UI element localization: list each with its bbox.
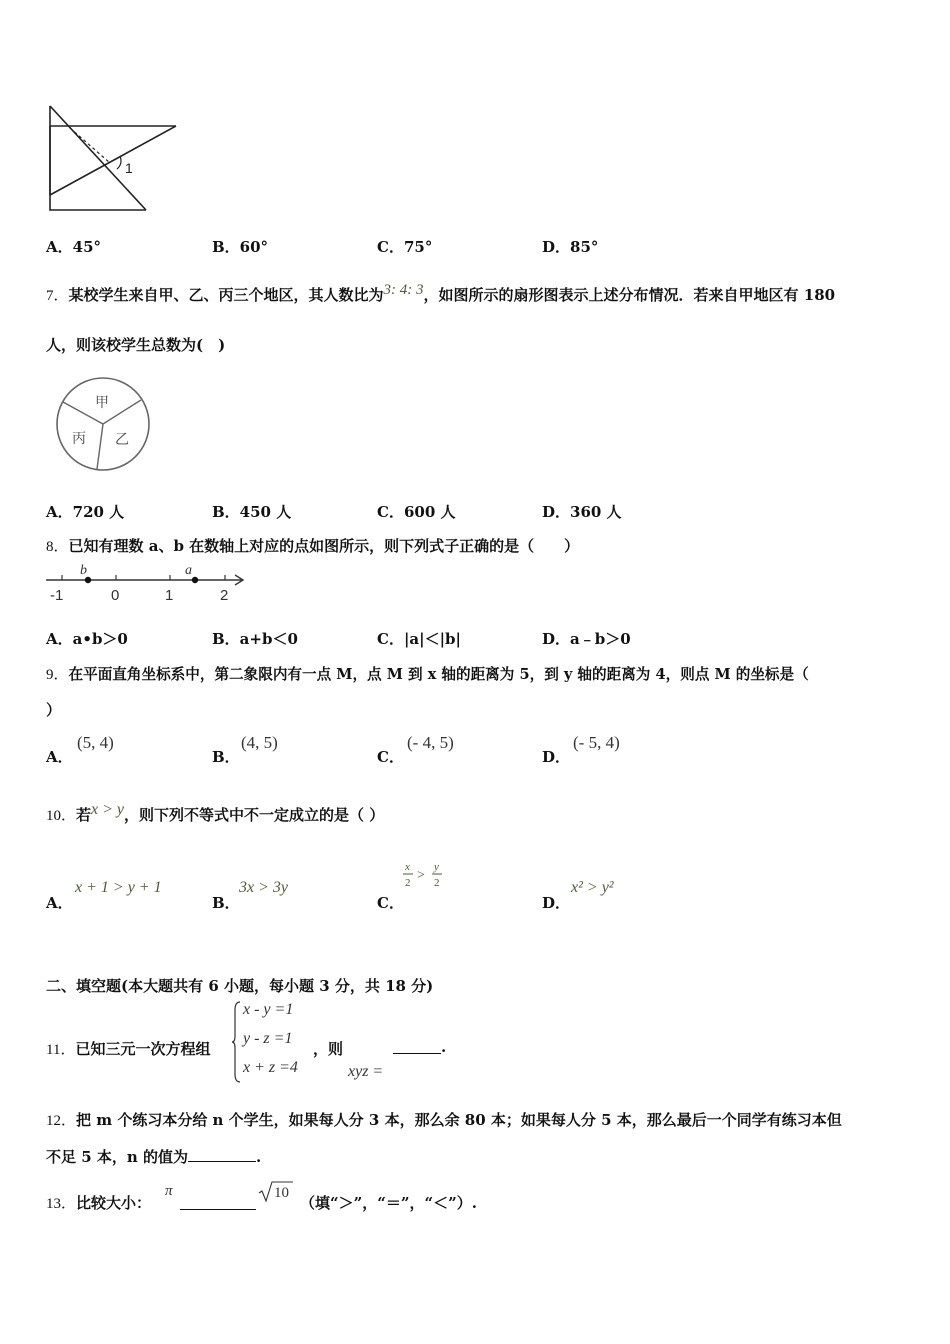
q8-option-a: A．a•b＞0 <box>46 630 128 648</box>
q13-radicand: 10 <box>274 1185 289 1201</box>
tick-label-0: 0 <box>111 587 120 604</box>
svg-text:2: 2 <box>405 877 411 889</box>
q9-option-d-letter: D． <box>542 748 571 766</box>
q7-text-before: 某校学生来自甲、乙、丙三个地区，其人数比为 <box>68 286 384 304</box>
q11-text <box>46 1038 210 1059</box>
q9-option-c-value: (- 4, 5) <box>407 733 454 752</box>
q10-option-a-letter: A． <box>46 894 73 912</box>
pie-chart <box>52 374 156 478</box>
q11-equation-1: x - y =1 <box>243 1001 294 1018</box>
tick-label-2: 2 <box>220 587 229 604</box>
q10-option-c-fraction <box>402 858 448 892</box>
q8-line <box>46 535 579 556</box>
q11-equation-3: x + z =4 <box>243 1059 298 1076</box>
q8-text: 已知有理数 a、b 在数轴上对应的点如图所示，则下列式子正确的是（ ） <box>68 537 580 555</box>
section2-title: 二、填空题(本大题共有 6 小题，每小题 3 分，共 18 分) <box>46 977 434 995</box>
tick-label-neg1: -1 <box>50 587 64 604</box>
q10-option-d-letter: D． <box>542 894 571 912</box>
pie-label-jia: 甲 <box>95 394 109 410</box>
angle-label: 1 <box>125 160 133 176</box>
q9-line2: ） <box>46 701 62 719</box>
q8-option-c: C．|a|＜|b| <box>377 630 461 648</box>
q12-line1 <box>46 1109 842 1130</box>
q9-option-b-letter: B． <box>212 748 240 766</box>
q9-line1 <box>46 663 809 684</box>
dashed-line <box>70 128 110 163</box>
q10-option-a-value: x + 1 > y + 1 <box>75 879 162 896</box>
q11-brace <box>232 1000 242 1084</box>
point-a <box>192 577 198 583</box>
q9-option-d-value: (- 5, 4) <box>573 733 620 752</box>
q6-option-a: A．45° <box>46 238 102 256</box>
q7-text-after: ，如图所示的扇形图表示上述分布情况．若来自甲地区有 180 <box>423 286 836 304</box>
svg-text:>: > <box>417 868 425 883</box>
q11-answer-blank[interactable] <box>393 1040 441 1054</box>
q11-number: 11． <box>46 1042 76 1058</box>
q12-answer-blank[interactable] <box>188 1149 256 1162</box>
q9-option-b-value: (4, 5) <box>241 733 278 752</box>
q13-pi: π <box>165 1183 173 1199</box>
q6-option-d: D．85° <box>542 238 599 256</box>
q10-condition: x > y <box>91 801 125 818</box>
q9-option-c-letter: C． <box>377 748 404 766</box>
q11-end: . <box>441 1038 447 1056</box>
q6-option-c: C．75° <box>377 238 433 256</box>
q7-option-b: B．450 人 <box>212 503 292 521</box>
q9-option-a-value: (5, 4) <box>77 733 114 752</box>
upper-triangle-hypotenuse <box>50 126 176 195</box>
q7-option-d: D．360 人 <box>542 503 622 521</box>
q8-option-d: D．a﹣b＞0 <box>542 630 631 648</box>
q12-line2 <box>46 1146 261 1167</box>
q11-stem: 已知三元一次方程组 <box>75 1040 211 1058</box>
q9-number: 9． <box>46 667 69 683</box>
triangle-figure <box>44 100 184 215</box>
q10-option-b-value: 3x > 3y <box>239 879 288 896</box>
q13-hint: （填“＞”，“＝”，“＜”）. <box>300 1194 477 1212</box>
q9-option-a-letter: A． <box>46 748 73 766</box>
lower-triangle-edge <box>50 106 146 210</box>
q10-option-d-value: x² > y² <box>571 879 614 896</box>
number-line <box>44 560 250 606</box>
q8-number: 8． <box>46 539 69 555</box>
q13-answer-blank[interactable] <box>180 1196 256 1210</box>
pie-label-bing: 丙 <box>72 430 86 446</box>
q13-number: 13． <box>46 1196 77 1212</box>
q7-line1 <box>46 284 835 305</box>
q13-text <box>46 1192 151 1213</box>
svg-text:2: 2 <box>434 877 440 889</box>
q7-ratio: 3: 4: 3 <box>383 282 424 298</box>
q7-line2: 人，则该校学生总数为( ) <box>46 336 226 354</box>
q12-end: . <box>256 1148 262 1166</box>
pie-label-yi: 乙 <box>115 431 129 447</box>
q12-number: 12． <box>46 1113 77 1129</box>
svg-text:y: y <box>434 861 439 873</box>
q12-text2: 不足 5 本，n 的值为 <box>46 1148 189 1166</box>
q13-stem: 比较大小： <box>76 1194 152 1212</box>
q10-number: 10． <box>46 808 77 824</box>
point-b-label: b <box>80 563 87 578</box>
q8-option-b: B．a+b＜0 <box>212 630 298 648</box>
q11-equation-2: y - z =1 <box>243 1030 293 1047</box>
q7-option-a: A．720 人 <box>46 503 125 521</box>
svg-text:x: x <box>405 861 410 873</box>
q11-then: ，则 <box>313 1040 344 1058</box>
q10-text-before: 若 <box>76 806 92 824</box>
q10-text-after: ，则下列不等式中不一定成立的是（ ） <box>124 806 385 824</box>
point-a-label: a <box>185 563 192 578</box>
q9-text: 在平面直角坐标系中，第二象限内有一点 M，点 M 到 x 轴的距离为 5，到 y 轴的距离为 4，则点 M 的坐标是（ <box>68 666 809 683</box>
q7-option-c: C．600 人 <box>377 503 456 521</box>
q13-sqrt <box>258 1180 294 1204</box>
q10-line <box>46 801 385 825</box>
q10-option-c-letter: C． <box>377 894 404 912</box>
tick-label-1: 1 <box>165 587 174 604</box>
q11-expr: xyz = <box>348 1063 384 1080</box>
q10-option-b-letter: B． <box>212 894 240 912</box>
q12-text: 把 m 个练习本分给 n 个学生，如果每人分 3 本，那么余 80 本；如果每人分 5 本，那么最后一个同学有练习本但 <box>76 1111 842 1129</box>
q7-number: 7． <box>46 288 69 304</box>
q6-option-b: B．60° <box>212 238 269 256</box>
